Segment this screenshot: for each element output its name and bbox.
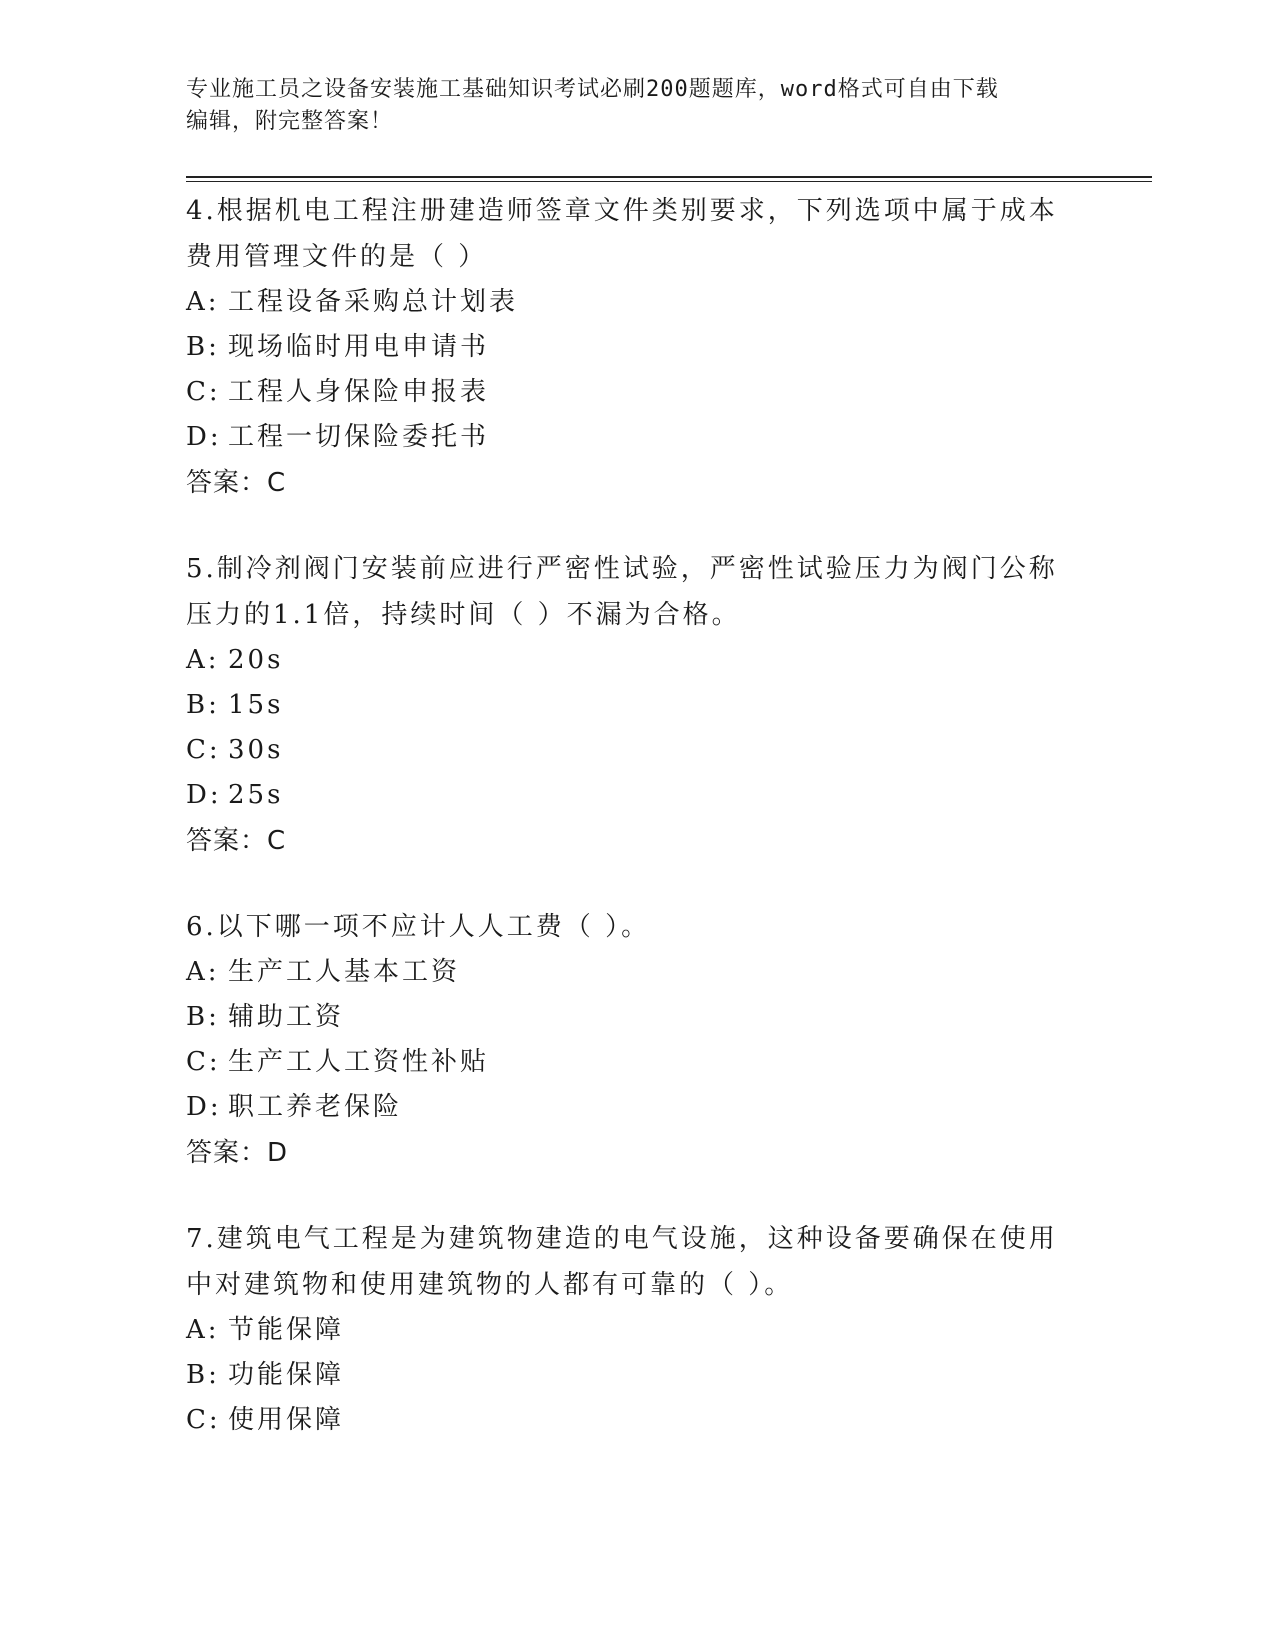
question-stem-line: 4.根据机电工程注册建造师签章文件类别要求，下列选项中属于成本 [186,196,1058,226]
option-key: A: [186,645,220,675]
option-key: B: [186,690,220,720]
option-key: A: [186,1315,220,1345]
answer-line: 答案：C [186,468,287,498]
option-c [186,728,1086,773]
option-text: 工程人身保险申报表 [228,377,490,407]
option-key: D: [186,422,222,452]
option-d [186,415,1086,460]
question-stem-line: 6.以下哪一项不应计人人工费（ ）。 [186,912,651,942]
option-key: B: [186,332,220,362]
option-a [186,950,1086,995]
document-header [186,74,1086,138]
option-key: A: [186,287,220,317]
question-stem-line: 中对建筑物和使用建筑物的人都有可靠的（ ）。 [186,1270,794,1300]
header-line-2: 编辑，附完整答案！ [186,109,394,134]
option-text: 30s [228,735,284,765]
option-d [186,1085,1086,1130]
header-divider-thick [186,176,1152,178]
option-b [186,1353,1086,1398]
question-list [186,188,1086,1483]
option-text: 生产工人基本工资 [228,957,461,987]
option-text: 20s [228,645,284,675]
answer-line: 答案：D [186,1138,289,1168]
option-key: C: [186,735,221,765]
option-key: B: [186,1360,220,1390]
option-b [186,995,1086,1040]
option-text: 工程设备采购总计划表 [228,287,519,317]
option-a [186,638,1086,683]
question-7 [186,1216,1086,1443]
option-text: 现场临时用电申请书 [228,332,490,362]
option-d [186,773,1086,818]
option-a [186,280,1086,325]
option-c [186,370,1086,415]
option-b [186,683,1086,728]
option-a [186,1308,1086,1353]
answer-line: 答案：C [186,826,287,856]
option-key: C: [186,377,221,407]
option-key: C: [186,1047,221,1077]
question-4 [186,188,1086,506]
question-6 [186,904,1086,1176]
option-b [186,325,1086,370]
option-text: 15s [228,690,284,720]
option-text: 使用保障 [228,1405,345,1435]
option-key: D: [186,780,222,810]
option-text: 生产工人工资性补贴 [228,1047,490,1077]
question-stem-line: 压力的1.1倍，持续时间（ ）不漏为合格。 [186,600,741,630]
option-key: D: [186,1092,222,1122]
option-text: 辅助工资 [228,1002,345,1032]
option-text: 25s [228,780,284,810]
question-5 [186,546,1086,864]
question-stem-line: 7.建筑电气工程是为建筑物建造的电气设施，这种设备要确保在使用 [186,1224,1058,1254]
option-text: 职工养老保险 [228,1092,403,1122]
option-key: C: [186,1405,221,1435]
header-line-1: 专业施工员之设备安装施工基础知识考试必刷200题题库，word格式可自由下载 [186,77,999,102]
option-text: 节能保障 [228,1315,345,1345]
option-text: 工程一切保险委托书 [228,422,490,452]
option-key: B: [186,1002,220,1032]
option-c [186,1398,1086,1443]
option-c [186,1040,1086,1085]
option-key: A: [186,957,220,987]
header-divider-thin [186,181,1152,182]
question-stem-line: 5.制冷剂阀门安装前应进行严密性试验，严密性试验压力为阀门公称 [186,554,1058,584]
question-stem-line: 费用管理文件的是（ ） [186,242,488,272]
option-text: 功能保障 [228,1360,345,1390]
